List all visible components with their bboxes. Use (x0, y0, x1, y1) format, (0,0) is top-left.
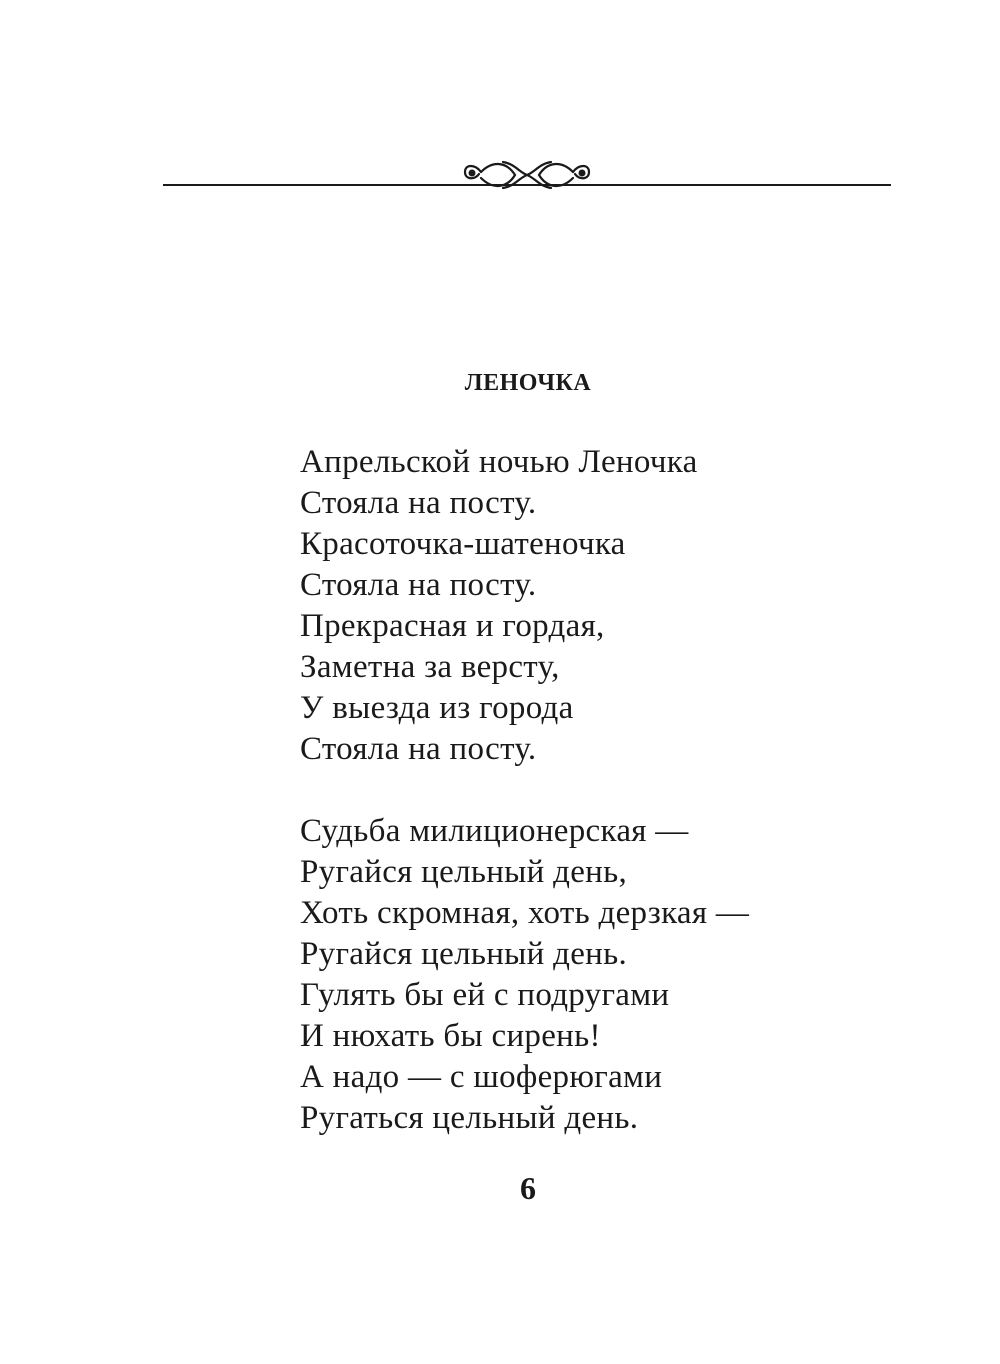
poem-line: У выезда из города (300, 690, 574, 726)
ornament-divider-icon (163, 150, 891, 200)
stanza (300, 811, 749, 1139)
poem-line: Красоточка-шатеночка (300, 526, 626, 562)
poem-line: Стояла на посту. (300, 567, 537, 603)
poem-line: Гулять бы ей с подругами (300, 977, 670, 1013)
poem-line: И нюхать бы сирень! (300, 1018, 601, 1054)
poem-line: Стояла на посту. (300, 485, 537, 521)
poem-line: Ругайся цельный день, (300, 854, 628, 890)
page-number: 6 (520, 1170, 536, 1206)
poem-body (300, 442, 749, 1139)
poem-line: А надо — с шоферюгами (300, 1059, 663, 1095)
stanza (300, 442, 749, 770)
poem-title: ЛЕНОЧКА (464, 370, 592, 396)
poem-line: Стояла на посту. (300, 731, 537, 767)
poem-line: Ругаться цельный день. (300, 1100, 639, 1136)
poem-line: Прекрасная и гордая, (300, 608, 605, 644)
poem-line: Хоть скромная, хоть дерзкая — (300, 895, 750, 931)
poem-line: Апрельской ночью Леночка (300, 444, 698, 480)
poem-line: Ругайся цельный день. (300, 936, 628, 972)
poem-line: Заметна за версту, (300, 649, 560, 685)
poem-line: Судьба милиционерская — (300, 813, 689, 849)
